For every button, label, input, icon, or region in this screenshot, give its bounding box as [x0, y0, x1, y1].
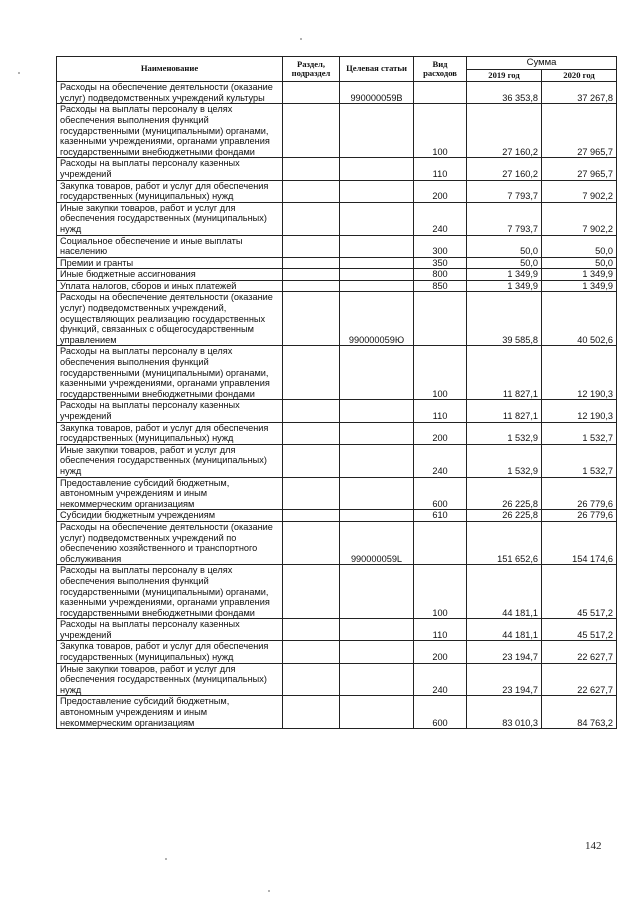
row-type: 200	[414, 180, 467, 202]
row-value-2020: 84 763,2	[542, 696, 617, 729]
row-type	[414, 292, 467, 346]
table-row	[57, 158, 617, 180]
row-name: Уплата налогов, сборов и иных платежей	[57, 280, 283, 292]
row-section	[283, 269, 340, 281]
row-section	[283, 104, 340, 158]
row-type: 350	[414, 257, 467, 269]
scan-speck	[18, 72, 20, 74]
row-target	[340, 619, 414, 641]
row-section	[283, 510, 340, 522]
row-value-2020: 45 517,2	[542, 619, 617, 641]
table-row	[57, 104, 617, 158]
table-row	[57, 235, 617, 257]
row-type: 600	[414, 477, 467, 510]
row-value-2020: 45 517,2	[542, 565, 617, 619]
row-section	[283, 521, 340, 564]
row-type: 800	[414, 269, 467, 281]
row-section	[283, 477, 340, 510]
table-row	[57, 422, 617, 444]
table-row	[57, 619, 617, 641]
scan-speck	[268, 890, 270, 892]
row-name: Закупка товаров, работ и услуг для обеспечения государственных (муниципальных) нужд	[57, 180, 283, 202]
row-section	[283, 180, 340, 202]
row-name: Субсидии бюджетным учреждениям	[57, 510, 283, 522]
row-target	[340, 346, 414, 400]
header-section: Раздел, подраздел	[283, 57, 340, 82]
scan-speck	[165, 858, 167, 860]
row-name: Иные закупки товаров, работ и услуг для обеспечения государственных (муниципальных) нужд	[57, 202, 283, 235]
row-name: Расходы на выплаты персоналу в целях обеспечения выполнения функций государственными (муниципальными) органами, казенными учреждениями, органами управления государственными внебюджетными фондами	[57, 565, 283, 619]
table-row	[57, 521, 617, 564]
row-target	[340, 257, 414, 269]
row-value-2020: 27 965,7	[542, 104, 617, 158]
row-section	[283, 292, 340, 346]
row-name: Иные закупки товаров, работ и услуг для обеспечения государственных (муниципальных) нужд	[57, 444, 283, 477]
row-value-2019: 11 827,1	[467, 400, 542, 422]
row-value-2020: 26 779,6	[542, 510, 617, 522]
row-target: 990000059В	[340, 82, 414, 104]
row-target: 990000059L	[340, 521, 414, 564]
row-value-2020: 40 502,6	[542, 292, 617, 346]
row-name: Расходы на выплаты персоналу казенных учреждений	[57, 400, 283, 422]
row-value-2019: 151 652,6	[467, 521, 542, 564]
header-sum: Сумма	[467, 57, 617, 70]
row-value-2019: 27 160,2	[467, 104, 542, 158]
row-value-2019: 50,0	[467, 257, 542, 269]
row-target	[340, 235, 414, 257]
row-type: 300	[414, 235, 467, 257]
row-section	[283, 663, 340, 696]
row-target	[340, 202, 414, 235]
row-value-2019: 1 349,9	[467, 269, 542, 281]
row-type: 100	[414, 565, 467, 619]
row-type: 100	[414, 104, 467, 158]
table-row	[57, 696, 617, 729]
row-target	[340, 565, 414, 619]
row-type: 110	[414, 158, 467, 180]
header-target: Целевая статьи	[340, 57, 414, 82]
row-name: Расходы на выплаты персоналу в целях обеспечения выполнения функций государственными (муниципальными) органами, казенными учреждениями, органами управления государственными внебюджетными фондами	[57, 104, 283, 158]
table-row	[57, 477, 617, 510]
row-type: 240	[414, 202, 467, 235]
row-name: Закупка товаров, работ и услуг для обеспечения государственных (муниципальных) нужд	[57, 641, 283, 663]
row-section	[283, 280, 340, 292]
table-row	[57, 292, 617, 346]
header-year-2019: 2019 год	[467, 69, 542, 82]
row-value-2020: 1 349,9	[542, 280, 617, 292]
row-target: 990000059Ю	[340, 292, 414, 346]
row-type: 610	[414, 510, 467, 522]
row-name: Предоставление субсидий бюджетным, автономным учреждениям и иным некоммерческим организациям	[57, 477, 283, 510]
row-type: 110	[414, 400, 467, 422]
scan-speck	[300, 38, 302, 40]
row-type: 600	[414, 696, 467, 729]
row-section	[283, 444, 340, 477]
table-row	[57, 280, 617, 292]
row-value-2019: 1 532,9	[467, 444, 542, 477]
row-section	[283, 346, 340, 400]
row-value-2019: 1 349,9	[467, 280, 542, 292]
row-value-2019: 36 353,8	[467, 82, 542, 104]
table-row	[57, 257, 617, 269]
row-value-2019: 7 793,7	[467, 202, 542, 235]
row-section	[283, 696, 340, 729]
row-name: Социальное обеспечение и иные выплаты населению	[57, 235, 283, 257]
row-value-2019: 23 194,7	[467, 663, 542, 696]
row-section	[283, 235, 340, 257]
row-target	[340, 477, 414, 510]
row-value-2020: 27 965,7	[542, 158, 617, 180]
header-name: Наименование	[57, 57, 283, 82]
table-row	[57, 82, 617, 104]
row-value-2020: 1 532,7	[542, 444, 617, 477]
row-target	[340, 422, 414, 444]
row-target	[340, 400, 414, 422]
row-section	[283, 619, 340, 641]
row-value-2019: 39 585,8	[467, 292, 542, 346]
row-value-2020: 12 190,3	[542, 346, 617, 400]
row-value-2020: 12 190,3	[542, 400, 617, 422]
row-target	[340, 641, 414, 663]
row-name: Расходы на выплаты персоналу казенных учреждений	[57, 619, 283, 641]
row-value-2019: 50,0	[467, 235, 542, 257]
table-row	[57, 565, 617, 619]
row-value-2020: 26 779,6	[542, 477, 617, 510]
row-value-2019: 11 827,1	[467, 346, 542, 400]
table-header	[57, 57, 617, 82]
row-type: 100	[414, 346, 467, 400]
table-row	[57, 400, 617, 422]
budget-table	[56, 56, 617, 729]
row-section	[283, 565, 340, 619]
row-name: Расходы на обеспечение деятельности (оказание услуг) подведомственных учреждений по обеспечению хозяйственного и транспортного обслуживания	[57, 521, 283, 564]
row-name: Иные закупки товаров, работ и услуг для обеспечения государственных (муниципальных) нужд	[57, 663, 283, 696]
row-type: 240	[414, 444, 467, 477]
row-section	[283, 422, 340, 444]
row-value-2019: 44 181,1	[467, 565, 542, 619]
row-section	[283, 400, 340, 422]
row-type: 850	[414, 280, 467, 292]
row-target	[340, 180, 414, 202]
row-value-2019: 1 532,9	[467, 422, 542, 444]
row-value-2019: 23 194,7	[467, 641, 542, 663]
table-row	[57, 510, 617, 522]
table-row	[57, 444, 617, 477]
table-body	[57, 82, 617, 729]
row-name: Премии и гранты	[57, 257, 283, 269]
row-value-2020: 22 627,7	[542, 663, 617, 696]
row-type: 200	[414, 422, 467, 444]
row-value-2019: 27 160,2	[467, 158, 542, 180]
row-name: Расходы на обеспечение деятельности (оказание услуг) подведомственных учреждений, осуществляющих реализацию государственных функций, связанных с общегосударственным управлением	[57, 292, 283, 346]
row-value-2020: 7 902,2	[542, 180, 617, 202]
row-target	[340, 663, 414, 696]
row-target	[340, 444, 414, 477]
row-section	[283, 641, 340, 663]
row-type	[414, 521, 467, 564]
row-value-2020: 1 349,9	[542, 269, 617, 281]
row-name: Расходы на выплаты персоналу в целях обеспечения выполнения функций государственными (муниципальными) органами, казенными учреждениями, органами управления государственными внебюджетными фондами	[57, 346, 283, 400]
row-value-2019: 26 225,8	[467, 510, 542, 522]
table-row	[57, 663, 617, 696]
row-value-2020: 7 902,2	[542, 202, 617, 235]
row-section	[283, 257, 340, 269]
row-value-2020: 50,0	[542, 257, 617, 269]
row-target	[340, 158, 414, 180]
row-target	[340, 696, 414, 729]
row-type: 110	[414, 619, 467, 641]
row-target	[340, 269, 414, 281]
header-year-2020: 2020 год	[542, 69, 617, 82]
header-type: Вид расходов	[414, 57, 467, 82]
row-section	[283, 158, 340, 180]
row-type: 240	[414, 663, 467, 696]
row-target	[340, 510, 414, 522]
row-value-2020: 50,0	[542, 235, 617, 257]
row-target	[340, 280, 414, 292]
row-value-2020: 1 532,7	[542, 422, 617, 444]
row-name: Расходы на обеспечение деятельности (оказание услуг) подведомственных учреждений культуры	[57, 82, 283, 104]
row-section	[283, 202, 340, 235]
row-value-2020: 22 627,7	[542, 641, 617, 663]
row-name: Иные бюджетные ассигнования	[57, 269, 283, 281]
row-name: Закупка товаров, работ и услуг для обеспечения государственных (муниципальных) нужд	[57, 422, 283, 444]
table-row	[57, 269, 617, 281]
row-value-2019: 7 793,7	[467, 180, 542, 202]
row-value-2019: 44 181,1	[467, 619, 542, 641]
table-row	[57, 346, 617, 400]
row-name: Расходы на выплаты персоналу казенных учреждений	[57, 158, 283, 180]
row-type: 200	[414, 641, 467, 663]
table-row	[57, 641, 617, 663]
row-value-2019: 83 010,3	[467, 696, 542, 729]
table-row	[57, 180, 617, 202]
row-value-2019: 26 225,8	[467, 477, 542, 510]
row-target	[340, 104, 414, 158]
row-name: Предоставление субсидий бюджетным, автономным учреждениям и иным некоммерческим организациям	[57, 696, 283, 729]
row-value-2020: 37 267,8	[542, 82, 617, 104]
page-number: 142	[585, 840, 602, 852]
table-row	[57, 202, 617, 235]
row-value-2020: 154 174,6	[542, 521, 617, 564]
row-type	[414, 82, 467, 104]
row-section	[283, 82, 340, 104]
